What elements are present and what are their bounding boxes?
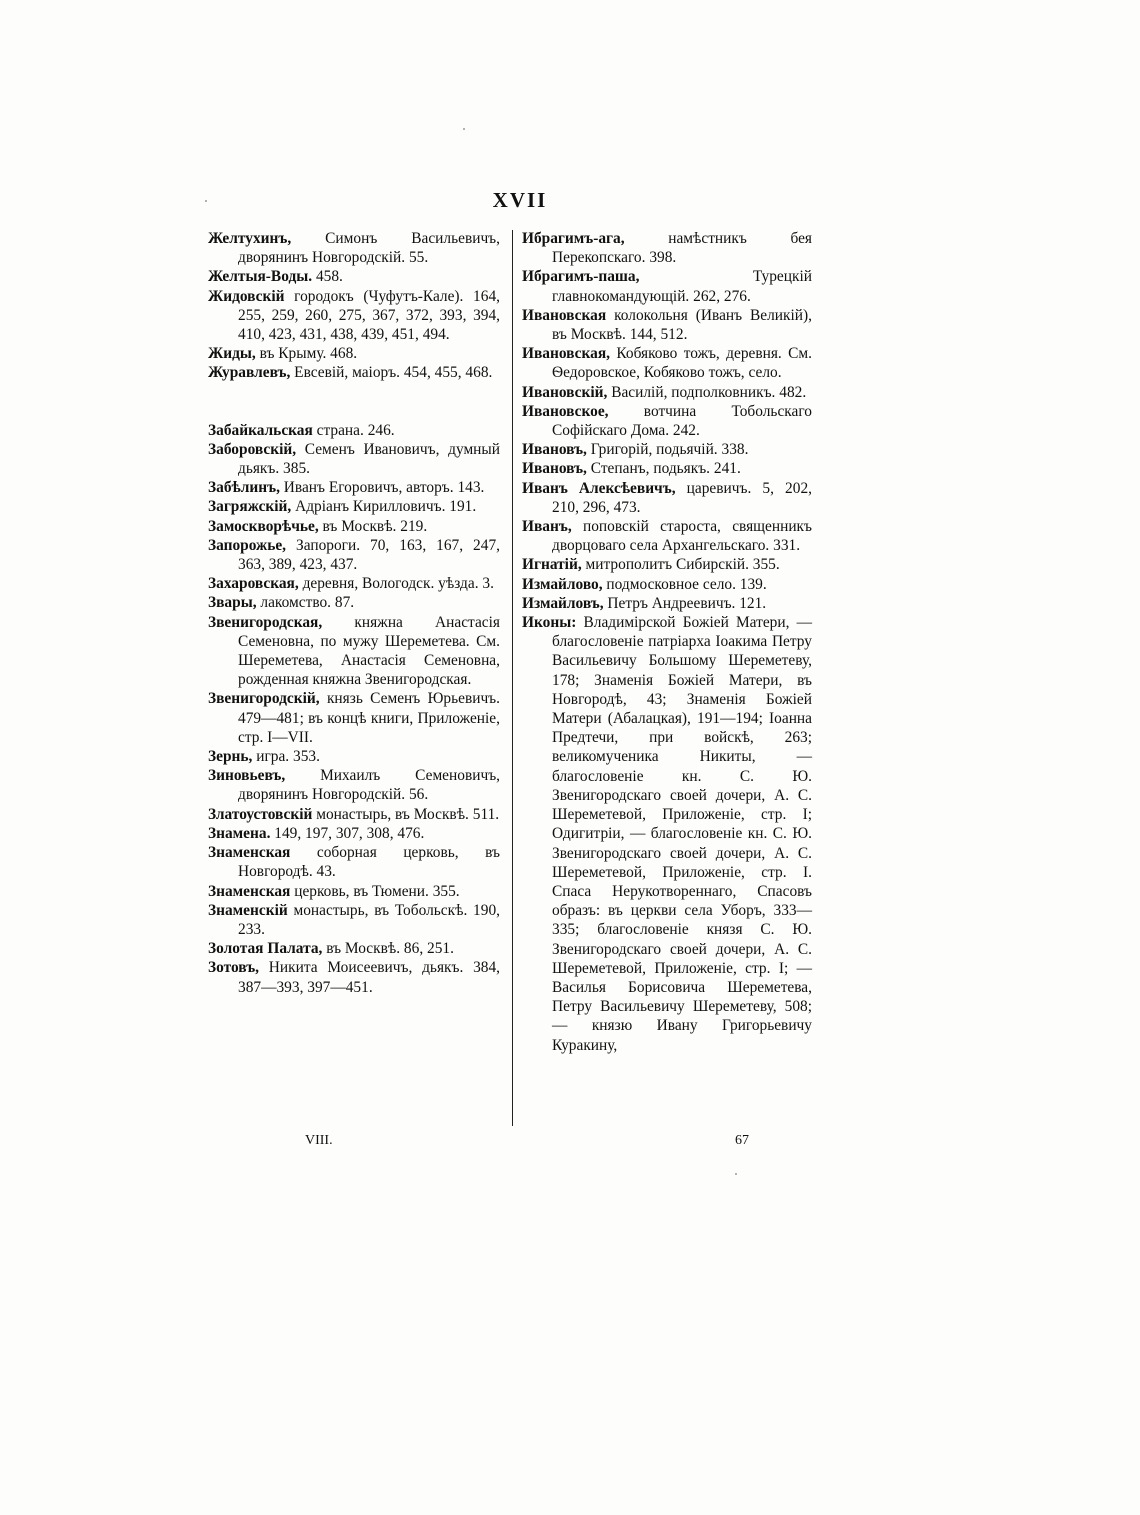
index-entry	[522, 306, 812, 344]
paper-speck	[205, 200, 207, 202]
index-entry	[208, 536, 500, 574]
index-entry	[208, 689, 500, 747]
entry-text: колокольня (Иванъ Великій), въ Москвѣ. 144, 512.	[552, 306, 812, 344]
entry-headword: Иванъ,	[522, 518, 572, 536]
index-entry	[522, 383, 812, 402]
entry-headword: Измайловъ,	[522, 594, 604, 612]
paper-speck	[735, 1173, 737, 1175]
index-entry	[208, 747, 500, 766]
entry-headword: Иванъ Алексѣевичъ,	[522, 479, 676, 497]
entry-text: Владимірской Божіей Матери, — благословеніе патріарха Іоакима Петру Васильевичу Большому Шереметеву, 178; Знаменія Божіей Матери, въ Новгородѣ, 43; Знаменія Божіей Матери (Абалацкая), 191—194; Іоанна Предтечи, при войскѣ, 263; великомученика Никиты, — благословеніе кн. С. Ю. Звенигородскаго своей дочери, А. С. Шереметевой, Приложеніе, стр. I; Одигитріи, — благословеніе кн. С. Ю. Звенигородскаго своей дочери, А. С. Шереметевой, Приложеніе, стр. I. Спаса Нерукотвореннаго, Спасовъ образъ: въ церкви села Уборъ, 333—335; благословеніе князя С. Ю. Звенигородскаго своей дочери, А. С. Шереметевой, Приложеніе, стр. I; — Василья Борисовича Шереметева, Петру Васильевичу Шереметеву, 508; — князю Ивану Григорьевичу Куракину,	[552, 614, 812, 1054]
entry-text: Кобяково тожъ, деревня. См. Ѳедоровское, Кобяково тожъ, село.	[552, 345, 812, 382]
entry-headword: Ибрагимъ-паша,	[522, 268, 640, 286]
index-entry	[208, 901, 500, 939]
index-entry	[208, 593, 500, 612]
entry-headword: Зернь,	[208, 748, 253, 766]
entry-text: соборная церковь, въ Новгородѣ. 43.	[238, 844, 500, 881]
index-entry	[522, 613, 812, 1055]
entry-headword: Ивановское,	[522, 402, 609, 420]
entry-text: въ Москвѣ. 86, 251.	[322, 940, 454, 958]
entry-headword: Звары,	[208, 594, 257, 612]
index-entry	[208, 613, 500, 690]
entry-text: 149, 197, 307, 308, 476.	[270, 824, 425, 842]
entry-headword: Жиды,	[208, 345, 256, 363]
entry-text: Евсевій, маіоръ. 454, 455, 468.	[290, 364, 493, 382]
entry-text: вотчина Тобольскаго Софійскаго Дома. 242.	[552, 402, 812, 440]
entry-headword: Златоустовскій	[208, 805, 313, 823]
entry-text: подмосковное село. 139.	[602, 575, 767, 593]
index-entry	[208, 478, 500, 497]
entry-headword: Ивановская	[522, 306, 607, 324]
entry-text: городокъ (Чуфутъ-Кале). 164, 255, 259, 260, 275, 367, 372, 393, 394, 410, 423, 431, 438, 439, 451, 494.	[238, 287, 500, 344]
index-entry	[208, 805, 500, 824]
entry-headword: Захаровская,	[208, 575, 299, 593]
entry-headword: Знаменская	[208, 844, 291, 862]
index-entry	[208, 843, 500, 881]
entry-headword: Иконы:	[522, 614, 577, 632]
entry-headword: Ивановскій,	[522, 383, 608, 401]
index-entry	[522, 440, 812, 459]
entry-headword: Замоскворѣчье,	[208, 517, 319, 535]
entry-text: Иванъ Егоровичъ, авторъ. 143.	[279, 479, 485, 497]
entry-headword: Загряжскій,	[208, 498, 292, 516]
index-entry	[208, 229, 500, 267]
column-divider	[512, 230, 513, 1126]
entry-text: князь Семенъ Юрьевичъ. 479—481; въ концѣ книги, Приложеніе, стр. I—VII.	[238, 690, 500, 746]
entry-text: Василій, подполковникъ. 482.	[607, 383, 807, 401]
index-entry	[208, 574, 500, 593]
entry-headword: Зотовъ,	[208, 959, 260, 977]
left-index-column	[208, 229, 500, 997]
letter-section-gap	[208, 383, 500, 421]
entry-headword: Желтухинъ,	[208, 230, 292, 247]
entry-headword: Ивановъ,	[522, 441, 587, 459]
entry-text: княжна Анастасія Семеновна, по мужу Шереметева. См. Шереметева, Анастасія Семеновна, рожденная княжна Звенигородская.	[238, 613, 500, 689]
entry-text: въ Крыму. 468.	[255, 345, 358, 363]
entry-headword: Ибрагимъ-ага,	[522, 230, 625, 247]
page-number: XVII	[492, 188, 548, 212]
index-entry	[208, 939, 500, 958]
entry-headword: Зиновьевъ,	[208, 767, 286, 785]
entry-headword: Измайлово,	[522, 575, 603, 593]
index-entry	[208, 958, 500, 996]
entry-text: церковь, въ Тюмени. 355.	[290, 882, 460, 900]
entry-text: царевичъ. 5, 202, 210, 296, 473.	[552, 479, 812, 516]
index-entry	[208, 287, 500, 345]
index-entry	[522, 517, 812, 555]
entry-text: Степанъ, подьякъ. 241.	[586, 460, 741, 478]
entry-text: намѣстникъ бея Перекопскаго. 398.	[552, 230, 812, 267]
entry-text: Григорій, подьячій. 338.	[586, 441, 749, 459]
entry-text: деревня, Вологодск. уѣзда. 3.	[298, 575, 494, 593]
sheet-number: 67	[735, 1133, 749, 1148]
index-entry	[208, 344, 500, 363]
index-entry	[522, 479, 812, 517]
index-entry	[208, 824, 500, 843]
entry-text: поповскій староста, священникъ дворцоваго села Архангельскаго. 331.	[552, 518, 812, 555]
entry-headword: Жидовскій	[208, 287, 285, 305]
index-entry	[522, 555, 812, 574]
signature-mark: VIII.	[305, 1133, 333, 1148]
index-entry	[522, 594, 812, 613]
entry-text: Михаилъ Семеновичъ, дворянинъ Новгородскій. 56.	[238, 767, 500, 804]
index-entry	[208, 766, 500, 804]
entry-text: Семенъ Ивановичъ, думный дьякъ. 385.	[238, 440, 500, 478]
index-entry	[522, 344, 812, 382]
index-entry	[208, 497, 500, 516]
entry-headword: Запорожье,	[208, 536, 287, 554]
index-entry	[522, 575, 812, 594]
index-entry	[208, 267, 500, 286]
entry-headword: Ивановская,	[522, 345, 610, 363]
index-entry	[208, 440, 500, 478]
index-entry	[208, 517, 500, 536]
index-entry	[208, 882, 500, 901]
entry-text: игра. 353.	[252, 748, 320, 766]
entry-text: монастырь, въ Москвѣ. 511.	[312, 805, 500, 823]
entry-headword: Желтыя-Воды.	[208, 268, 313, 286]
entry-headword: Звенигородская,	[208, 613, 323, 631]
entry-headword: Забѣлинъ,	[208, 479, 280, 497]
index-entry	[522, 267, 812, 305]
entry-text: страна. 246.	[312, 421, 395, 439]
entry-headword: Заборовскій,	[208, 440, 297, 458]
index-entry	[522, 459, 812, 478]
entry-text: Симонъ Васильевичъ, дворянинъ Новгородскій. 55.	[238, 230, 500, 267]
entry-text: митрополитъ Сибирскій. 355.	[581, 556, 780, 574]
entry-headword: Золотая Палата,	[208, 940, 323, 958]
entry-text: Адріанъ Кирилловичъ. 191.	[291, 498, 477, 516]
entry-text: Турецкій главнокомандующій. 262, 276.	[552, 268, 812, 305]
entry-text: монастырь, въ Тобольскѣ. 190, 233.	[238, 901, 500, 938]
entry-headword: Журавлевъ,	[208, 364, 291, 382]
entry-headword: Знаменская	[208, 882, 291, 900]
index-entry	[522, 402, 812, 440]
index-entry	[522, 229, 812, 267]
index-entry	[208, 363, 500, 382]
entry-headword: Игнатій,	[522, 556, 582, 574]
paper-speck	[463, 128, 465, 130]
entry-text: 458.	[312, 268, 343, 286]
entry-headword: Забайкальская	[208, 421, 313, 439]
entry-text: Петръ Андреевичъ. 121.	[603, 594, 767, 612]
right-index-column	[522, 229, 812, 1055]
entry-headword: Звенигородскій,	[208, 690, 320, 708]
index-entry	[208, 421, 500, 440]
entry-headword: Ивановъ,	[522, 460, 587, 478]
entry-text: въ Москвѣ. 219.	[318, 517, 428, 535]
entry-text: Запороги. 70, 163, 167, 247, 363, 389, 423, 437.	[238, 536, 500, 574]
entry-headword: Знаменскій	[208, 901, 288, 919]
entry-headword: Знамена.	[208, 824, 271, 842]
entry-text: Никита Моисеевичъ, дьякъ. 384, 387—393, 397—451.	[238, 959, 500, 996]
entry-text: лакомство. 87.	[256, 594, 355, 612]
